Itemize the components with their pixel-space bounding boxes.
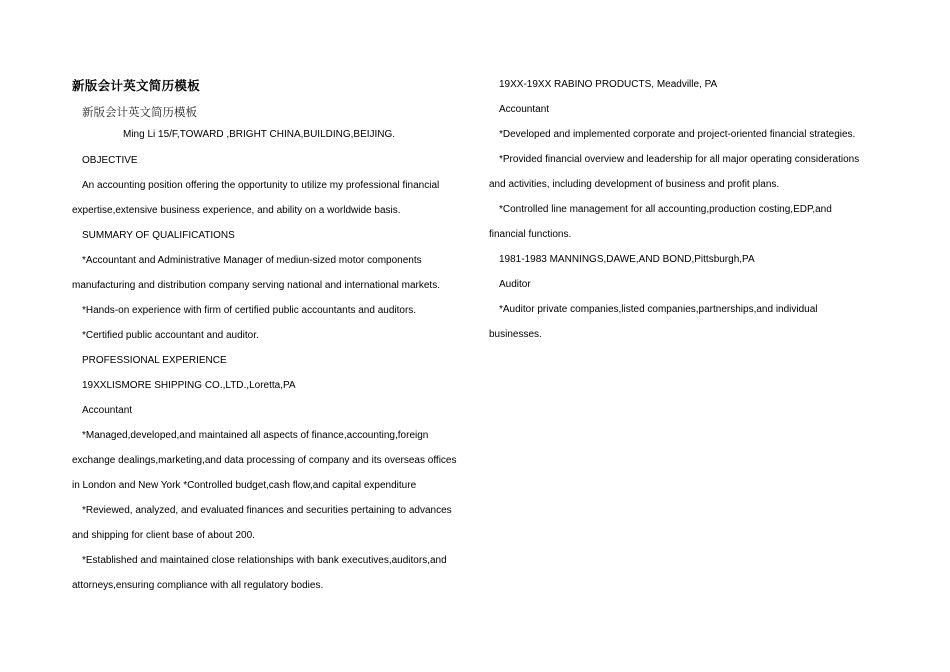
objective-text-line: expertise,extensive business experience, and ability on a worldwide basis. bbox=[72, 205, 401, 216]
job-bullet-cont: in London and New York *Controlled budget,cash flow,and capital expenditure bbox=[72, 480, 417, 491]
job-bullet-cont: and activities, including development of business and profit plans. bbox=[489, 179, 780, 190]
right-column bbox=[489, 72, 881, 347]
job-title: Accountant bbox=[82, 405, 133, 416]
job-bullet: *Managed,developed,and maintained all aspects of finance,accounting,foreign bbox=[82, 430, 429, 441]
job-bullet: *Provided financial overview and leadership for all major operating considerations bbox=[499, 154, 860, 165]
summary-bullet: *Hands-on experience with firm of certified public accountants and auditors. bbox=[82, 305, 417, 316]
job-bullet: *Controlled line management for all accounting,production costing,EDP,and bbox=[499, 204, 832, 215]
experience-heading: PROFESSIONAL EXPERIENCE bbox=[82, 355, 227, 366]
summary-bullet: *Accountant and Administrative Manager of mediun-sized motor components bbox=[82, 255, 422, 266]
job-title: Auditor bbox=[499, 279, 531, 290]
job-bullet-cont: financial functions. bbox=[489, 229, 572, 240]
job-bullet-cont: businesses. bbox=[489, 329, 542, 340]
job-bullet: *Auditor private companies,listed companies,partnerships,and individual bbox=[499, 304, 818, 315]
job-company: 19XXLISMORE SHIPPING CO.,LTD.,Loretta,PA bbox=[82, 380, 296, 391]
job-title: Accountant bbox=[499, 104, 550, 115]
summary-bullet-cont: manufacturing and distribution company serving national and international markets. bbox=[72, 280, 440, 291]
job-bullet: *Developed and implemented corporate and project-oriented financial strategies. bbox=[499, 129, 856, 140]
document-title: 新版会计英文简历模板 bbox=[72, 79, 201, 93]
objective-text-line: An accounting position offering the opportunity to utilize my professional financial bbox=[82, 180, 440, 191]
job-bullet-cont: attorneys,ensuring compliance with all regulatory bodies. bbox=[72, 580, 324, 591]
job-company: 1981-1983 MANNINGS,DAWE,AND BOND,Pittsburgh,PA bbox=[499, 254, 755, 265]
name-address-line: Ming Li 15/F,TOWARD ,BRIGHT CHINA,BUILDING,BEIJING. bbox=[123, 129, 396, 140]
document-subtitle: 新版会计英文简历模板 bbox=[82, 105, 197, 119]
summary-bullet: *Certified public accountant and auditor. bbox=[82, 330, 259, 341]
job-bullet-cont: exchange dealings,marketing,and data processing of company and its overseas offices bbox=[72, 455, 457, 466]
objective-heading: OBJECTIVE bbox=[82, 155, 138, 166]
job-company: 19XX-19XX RABINO PRODUCTS, Meadville, PA bbox=[499, 79, 718, 90]
job-bullet-cont: and shipping for client base of about 200. bbox=[72, 530, 255, 541]
job-bullet: *Reviewed, analyzed, and evaluated finances and securities pertaining to advances bbox=[82, 505, 452, 516]
job-bullet: *Established and maintained close relationships with bank executives,auditors,and bbox=[82, 555, 447, 566]
left-column bbox=[72, 148, 464, 598]
summary-heading: SUMMARY OF QUALIFICATIONS bbox=[82, 230, 235, 241]
